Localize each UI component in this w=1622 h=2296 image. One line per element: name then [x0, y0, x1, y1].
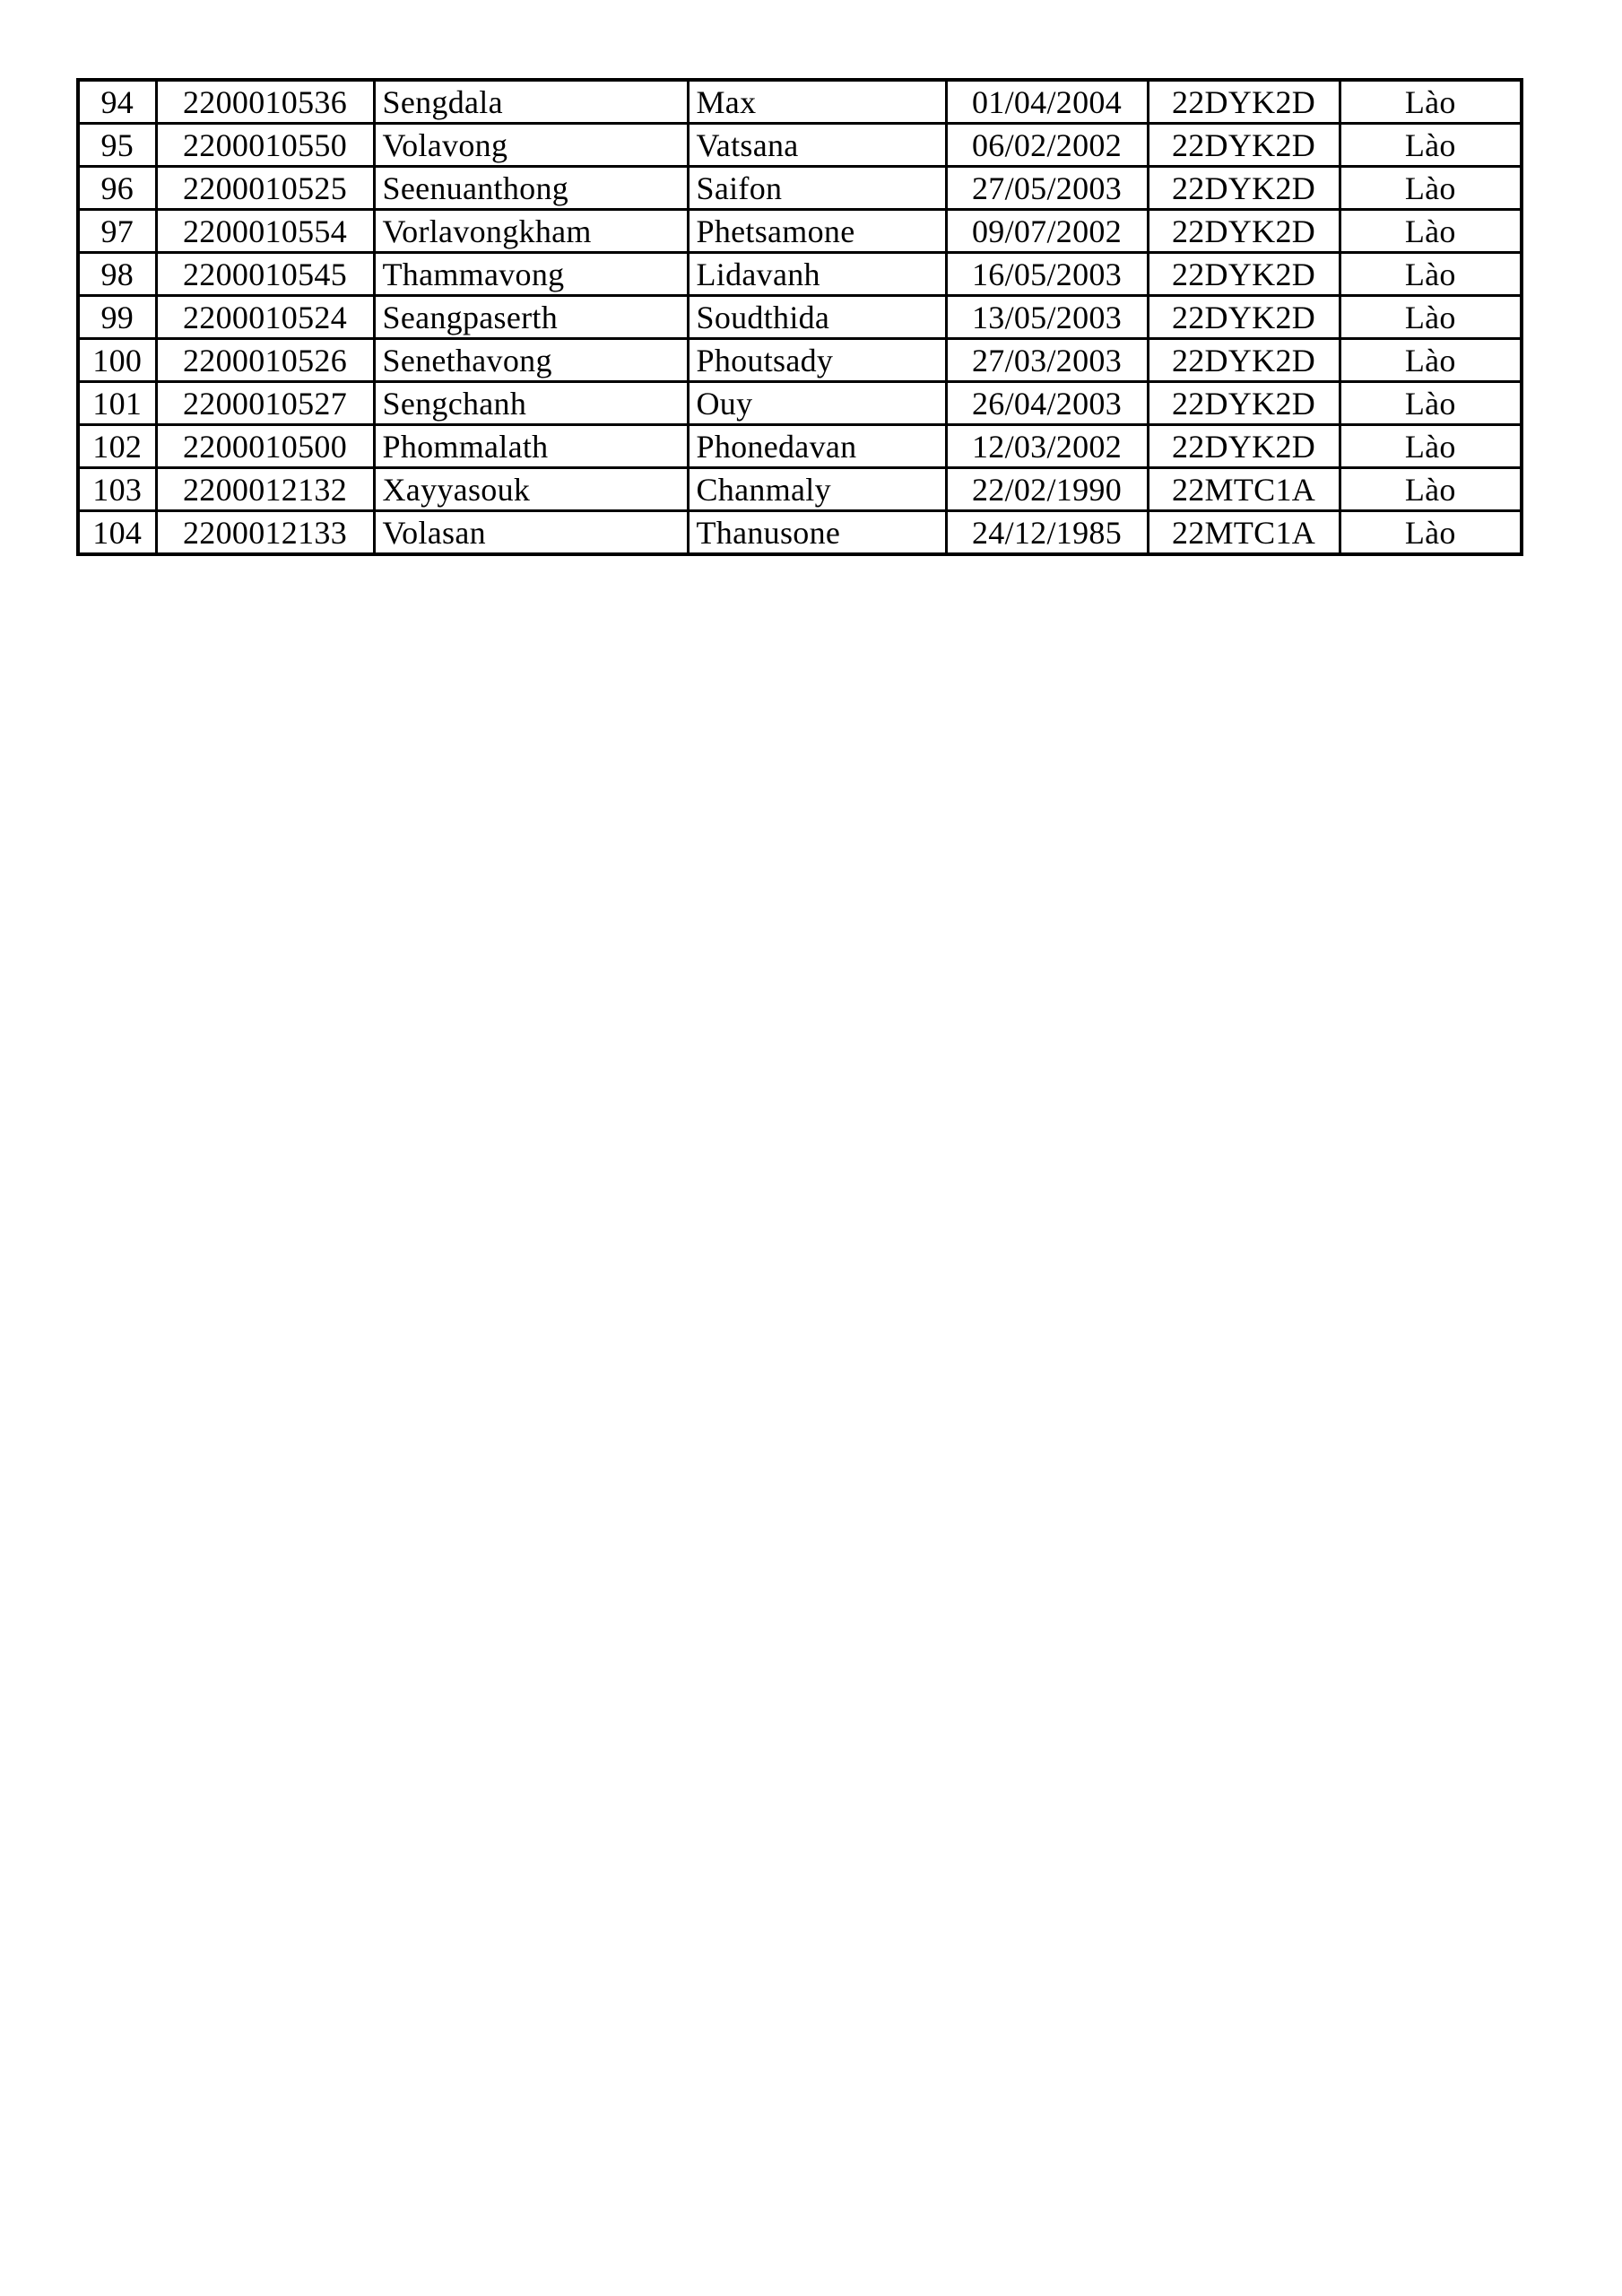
cell-nationality: Lào [1340, 382, 1522, 425]
table-row [78, 339, 1522, 382]
cell-row-number: 100 [78, 339, 156, 382]
cell-row-number: 99 [78, 296, 156, 339]
cell-date-of-birth: 13/05/2003 [946, 296, 1148, 339]
cell-class-code: 22DYK2D [1148, 253, 1340, 296]
cell-date-of-birth: 16/05/2003 [946, 253, 1148, 296]
cell-date-of-birth: 12/03/2002 [946, 425, 1148, 468]
cell-class-code: 22DYK2D [1148, 339, 1340, 382]
cell-last-name: Seangpaserth [374, 296, 688, 339]
cell-student-id: 2200010545 [156, 253, 374, 296]
cell-first-name: Phoutsady [688, 339, 946, 382]
cell-nationality: Lào [1340, 253, 1522, 296]
cell-student-id: 2200010550 [156, 124, 374, 167]
cell-row-number: 103 [78, 468, 156, 511]
cell-class-code: 22DYK2D [1148, 167, 1340, 210]
cell-date-of-birth: 27/03/2003 [946, 339, 1148, 382]
cell-date-of-birth: 06/02/2002 [946, 124, 1148, 167]
cell-nationality: Lào [1340, 167, 1522, 210]
cell-first-name: Saifon [688, 167, 946, 210]
table-row [78, 468, 1522, 511]
table-row [78, 124, 1522, 167]
cell-first-name: Lidavanh [688, 253, 946, 296]
cell-first-name: Vatsana [688, 124, 946, 167]
cell-first-name: Phetsamone [688, 210, 946, 253]
table-row [78, 425, 1522, 468]
cell-nationality: Lào [1340, 511, 1522, 555]
cell-date-of-birth: 26/04/2003 [946, 382, 1148, 425]
cell-nationality: Lào [1340, 80, 1522, 124]
cell-class-code: 22DYK2D [1148, 296, 1340, 339]
cell-class-code: 22MTC1A [1148, 511, 1340, 555]
cell-first-name: Max [688, 80, 946, 124]
cell-date-of-birth: 22/02/1990 [946, 468, 1148, 511]
cell-student-id: 2200010500 [156, 425, 374, 468]
cell-row-number: 102 [78, 425, 156, 468]
cell-class-code: 22DYK2D [1148, 210, 1340, 253]
cell-nationality: Lào [1340, 468, 1522, 511]
cell-last-name: Phommalath [374, 425, 688, 468]
cell-row-number: 96 [78, 167, 156, 210]
student-table [76, 78, 1523, 556]
cell-class-code: 22DYK2D [1148, 382, 1340, 425]
cell-last-name: Xayyasouk [374, 468, 688, 511]
cell-student-id: 2200010536 [156, 80, 374, 124]
cell-row-number: 97 [78, 210, 156, 253]
cell-first-name: Phonedavan [688, 425, 946, 468]
table-row [78, 80, 1522, 124]
cell-last-name: Seenuanthong [374, 167, 688, 210]
cell-first-name: Ouy [688, 382, 946, 425]
cell-student-id: 2200010527 [156, 382, 374, 425]
table-row [78, 167, 1522, 210]
cell-date-of-birth: 01/04/2004 [946, 80, 1148, 124]
cell-student-id: 2200010526 [156, 339, 374, 382]
cell-student-id: 2200010524 [156, 296, 374, 339]
cell-row-number: 104 [78, 511, 156, 555]
cell-class-code: 22DYK2D [1148, 124, 1340, 167]
cell-class-code: 22MTC1A [1148, 468, 1340, 511]
cell-student-id: 2200010554 [156, 210, 374, 253]
cell-nationality: Lào [1340, 425, 1522, 468]
cell-row-number: 98 [78, 253, 156, 296]
table-row [78, 511, 1522, 555]
cell-first-name: Soudthida [688, 296, 946, 339]
cell-first-name: Chanmaly [688, 468, 946, 511]
table-row [78, 253, 1522, 296]
student-table-body [78, 80, 1522, 554]
cell-student-id: 2200012132 [156, 468, 374, 511]
cell-date-of-birth: 27/05/2003 [946, 167, 1148, 210]
cell-last-name: Sengdala [374, 80, 688, 124]
cell-nationality: Lào [1340, 339, 1522, 382]
cell-last-name: Sengchanh [374, 382, 688, 425]
cell-row-number: 95 [78, 124, 156, 167]
cell-student-id: 2200012133 [156, 511, 374, 555]
cell-last-name: Thammavong [374, 253, 688, 296]
cell-last-name: Senethavong [374, 339, 688, 382]
table-row [78, 296, 1522, 339]
cell-nationality: Lào [1340, 210, 1522, 253]
cell-last-name: Volavong [374, 124, 688, 167]
cell-first-name: Thanusone [688, 511, 946, 555]
cell-last-name: Volasan [374, 511, 688, 555]
cell-class-code: 22DYK2D [1148, 80, 1340, 124]
cell-row-number: 94 [78, 80, 156, 124]
table-row [78, 210, 1522, 253]
cell-date-of-birth: 09/07/2002 [946, 210, 1148, 253]
cell-class-code: 22DYK2D [1148, 425, 1340, 468]
cell-nationality: Lào [1340, 296, 1522, 339]
cell-row-number: 101 [78, 382, 156, 425]
cell-last-name: Vorlavongkham [374, 210, 688, 253]
cell-nationality: Lào [1340, 124, 1522, 167]
cell-date-of-birth: 24/12/1985 [946, 511, 1148, 555]
cell-student-id: 2200010525 [156, 167, 374, 210]
table-row [78, 382, 1522, 425]
